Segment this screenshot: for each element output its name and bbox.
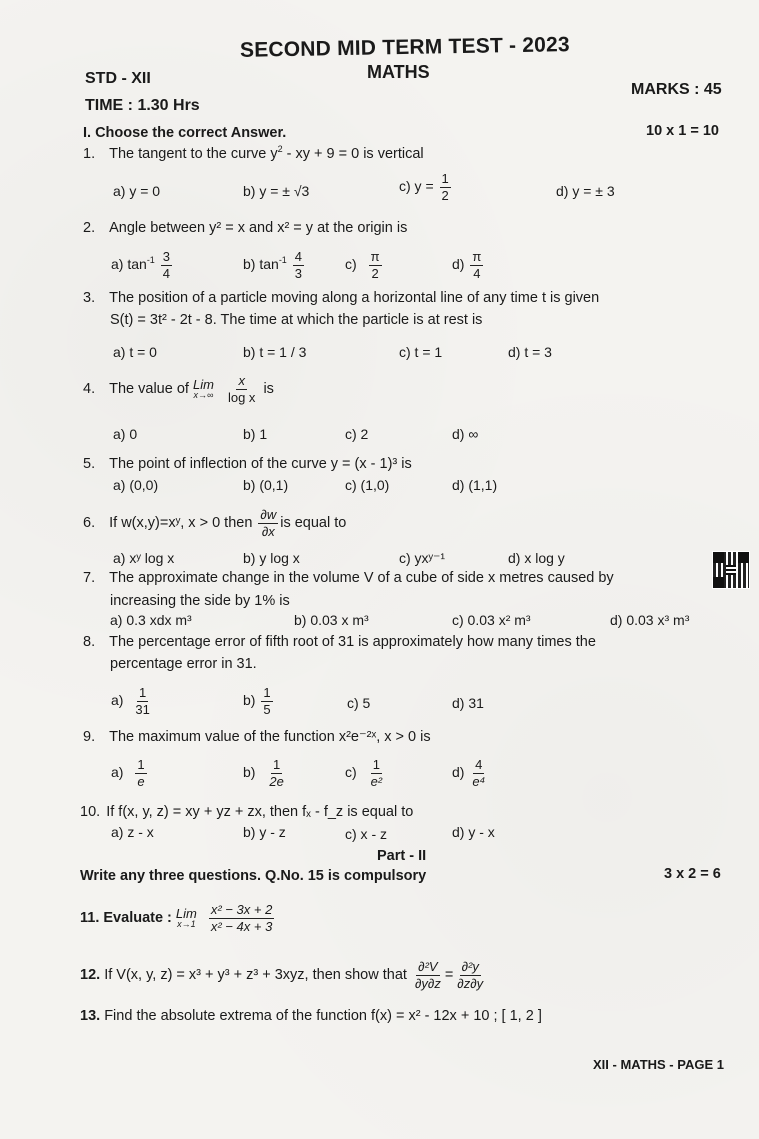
q4-option-c: c) 2 bbox=[345, 426, 369, 442]
denominator: 4 bbox=[162, 265, 170, 281]
superscript: 2 bbox=[277, 144, 283, 154]
q9-option-d bbox=[452, 758, 489, 788]
question-number: 6. bbox=[83, 514, 96, 531]
q10-option-d: d) y - x bbox=[452, 824, 495, 840]
option-label: c) bbox=[345, 255, 357, 272]
partial-derivative-lhs bbox=[413, 960, 443, 990]
q4-option-b: b) 1 bbox=[243, 426, 268, 442]
q7-option-a: a) 0.3 xdx m³ bbox=[110, 612, 192, 628]
fraction bbox=[470, 758, 487, 788]
question-number: 13. bbox=[80, 1008, 101, 1024]
numerator: 4 bbox=[475, 757, 483, 772]
question-11 bbox=[80, 903, 276, 933]
numerator: x bbox=[238, 373, 245, 388]
part1-score: 10 x 1 = 10 bbox=[646, 123, 719, 139]
numerator: π bbox=[472, 249, 482, 264]
q4-option-d: d) ∞ bbox=[452, 426, 479, 442]
question-2 bbox=[83, 220, 407, 236]
q7-option-c: c) 0.03 x² m³ bbox=[452, 612, 531, 628]
question-text: The value of bbox=[109, 380, 189, 397]
denominator: e bbox=[137, 773, 145, 789]
q8-option-b bbox=[243, 686, 275, 716]
option-label: a) tan bbox=[111, 255, 147, 272]
fraction bbox=[161, 250, 172, 280]
q5-option-c: c) (1,0) bbox=[345, 477, 390, 493]
question-7 bbox=[83, 570, 614, 586]
q1-option-a: a) y = 0 bbox=[113, 183, 161, 199]
denominator: 31 bbox=[135, 701, 150, 717]
q7-option-d: d) 0.03 x³ m³ bbox=[610, 612, 690, 628]
question-text: If V(x, y, z) = x³ + y³ + z³ + 3xyz, then show that bbox=[104, 966, 407, 983]
fraction bbox=[133, 686, 151, 716]
q10-option-c: c) x - z bbox=[345, 826, 387, 842]
numerator: x² − 3x + 2 bbox=[210, 902, 273, 917]
numerator: ∂²V bbox=[418, 959, 438, 974]
q2-option-d bbox=[452, 250, 485, 280]
question-13 bbox=[80, 1008, 542, 1024]
question-number: 7. bbox=[83, 570, 96, 586]
numerator: 1 bbox=[138, 685, 147, 700]
page-footer: XII - MATHS - PAGE 1 bbox=[593, 1057, 724, 1072]
question-3 bbox=[83, 290, 599, 306]
fraction bbox=[440, 172, 451, 202]
numerator: 1 bbox=[372, 757, 380, 772]
option-label: c) bbox=[345, 763, 357, 780]
fraction bbox=[209, 903, 274, 933]
numerator: 1 bbox=[441, 171, 449, 186]
fraction bbox=[267, 758, 285, 788]
time-label: TIME : 1.30 Hrs bbox=[85, 97, 200, 114]
denominator: e⁴ bbox=[472, 773, 486, 789]
q3-option-d: d) t = 3 bbox=[508, 344, 552, 360]
option-label: d) bbox=[452, 255, 465, 272]
option-label: c) y = bbox=[399, 177, 434, 194]
q5-option-a: a) (0,0) bbox=[113, 477, 159, 493]
limit-label: Lim bbox=[175, 906, 197, 922]
question-text: The percentage error of fifth root of 31 is approximately how many times the bbox=[109, 634, 596, 650]
fraction bbox=[293, 250, 304, 280]
q1-option-c bbox=[399, 172, 453, 202]
denominator: ∂z∂y bbox=[457, 975, 484, 991]
question-number: 12. bbox=[80, 966, 101, 983]
question-12 bbox=[80, 960, 487, 990]
denominator: 2 bbox=[441, 187, 449, 203]
qr-code-icon bbox=[712, 551, 750, 589]
question-number: 9. bbox=[83, 729, 96, 745]
denominator: ∂y∂z bbox=[414, 975, 441, 991]
fraction bbox=[369, 758, 385, 788]
question-text: is equal to bbox=[280, 514, 347, 531]
question-number: 5. bbox=[83, 456, 96, 472]
q7-option-b: b) 0.03 x m³ bbox=[294, 612, 369, 628]
denominator: 4 bbox=[473, 265, 481, 281]
question-8 bbox=[83, 634, 596, 650]
numerator: π bbox=[370, 249, 380, 264]
question-6 bbox=[83, 508, 346, 538]
option-label: b) bbox=[243, 691, 256, 708]
question-text: The position of a particle moving along a horizontal line of any time t is given bbox=[109, 290, 600, 306]
denominator: x² − 4x + 3 bbox=[210, 918, 273, 934]
question-number: 3. bbox=[83, 290, 96, 306]
part2-instruction: Write any three questions. Q.No. 15 is compulsory bbox=[80, 868, 427, 884]
part2-score: 3 x 2 = 6 bbox=[664, 866, 721, 882]
partial-derivative-rhs bbox=[455, 960, 485, 990]
limit-expression bbox=[176, 907, 197, 929]
question-8-line2: percentage error in 31. bbox=[110, 656, 257, 672]
fraction bbox=[470, 250, 483, 280]
q2-option-a bbox=[111, 250, 174, 280]
fraction bbox=[369, 250, 382, 280]
q6-option-c: c) yxʸ⁻¹ bbox=[399, 550, 446, 566]
q5-option-d: d) (1,1) bbox=[452, 477, 498, 493]
question-number: 10. bbox=[80, 804, 101, 820]
question-text: - xy + 9 = 0 is vertical bbox=[282, 145, 424, 162]
partial-derivative bbox=[258, 508, 278, 538]
numerator: 1 bbox=[137, 757, 145, 772]
question-number: 2. bbox=[83, 220, 96, 236]
option-label: b) tan bbox=[243, 255, 279, 272]
option-label: a) bbox=[111, 691, 124, 708]
numerator: 1 bbox=[272, 757, 281, 772]
q1-option-d: d) y = ± 3 bbox=[556, 183, 615, 199]
question-3-line2: S(t) = 3t² - 2t - 8. The time at which the particle is at rest is bbox=[110, 312, 483, 328]
option-label: b) bbox=[243, 763, 256, 780]
q9-option-a bbox=[111, 758, 149, 788]
question-1 bbox=[83, 144, 424, 162]
question-number: 8. bbox=[83, 634, 96, 650]
superscript: -1 bbox=[146, 255, 155, 266]
q9-option-c bbox=[345, 758, 386, 788]
q5-option-b: b) (0,1) bbox=[243, 477, 289, 493]
denominator: ∂x bbox=[261, 523, 275, 539]
limit-subscript: x→1 bbox=[177, 919, 196, 930]
q8-option-a bbox=[111, 686, 154, 716]
limit-expression bbox=[193, 378, 214, 400]
q3-option-a: a) t = 0 bbox=[113, 344, 157, 360]
question-text: The maximum value of the function x²e⁻²ˣ, x > 0 is bbox=[109, 729, 431, 745]
equals-sign: = bbox=[444, 966, 454, 983]
question-10 bbox=[80, 804, 413, 820]
question-9 bbox=[83, 729, 431, 745]
question-text: Evaluate : bbox=[103, 909, 172, 926]
q10-option-a: a) z - x bbox=[111, 824, 154, 840]
denominator: 2 bbox=[371, 265, 379, 281]
question-7-line2: increasing the side by 1% is bbox=[110, 593, 290, 609]
numerator: 3 bbox=[162, 249, 170, 264]
q6-option-b: b) y log x bbox=[243, 550, 300, 566]
question-number: 1. bbox=[83, 145, 96, 162]
question-5 bbox=[83, 456, 412, 472]
q8-option-c: c) 5 bbox=[347, 695, 371, 711]
marks-label: MARKS : 45 bbox=[631, 81, 722, 98]
limit-subscript: x→∞ bbox=[193, 390, 214, 401]
denominator: 2e bbox=[269, 773, 284, 789]
std-label: STD - XII bbox=[85, 70, 151, 87]
numerator: 1 bbox=[263, 685, 271, 700]
fraction bbox=[226, 374, 257, 404]
question-text: is bbox=[263, 380, 274, 397]
denominator: 5 bbox=[263, 701, 271, 717]
question-text: If w(x,y)=xʸ, x > 0 then bbox=[109, 514, 253, 531]
option-label: d) bbox=[452, 763, 465, 780]
numerator: ∂w bbox=[260, 507, 277, 522]
part2-heading: Part - II bbox=[377, 848, 427, 864]
q3-option-c: c) t = 1 bbox=[399, 344, 443, 360]
q6-option-d: d) x log y bbox=[508, 550, 565, 566]
denominator: log x bbox=[227, 389, 256, 405]
question-number: 4. bbox=[83, 380, 96, 397]
numerator: ∂²y bbox=[461, 959, 479, 974]
q8-option-d: d) 31 bbox=[452, 695, 484, 711]
q6-option-a: a) xʸ log x bbox=[113, 550, 175, 566]
q9-option-b bbox=[243, 758, 288, 788]
q4-option-a: a) 0 bbox=[113, 426, 138, 442]
q3-option-b: b) t = 1 / 3 bbox=[243, 344, 307, 360]
q10-option-b: b) y - z bbox=[243, 824, 286, 840]
question-text: The point of inflection of the curve y = (x - 1)³ is bbox=[109, 456, 412, 472]
q2-option-c bbox=[345, 250, 384, 280]
superscript: -1 bbox=[278, 255, 287, 266]
question-text: Angle between y² = x and x² = y at the origin is bbox=[109, 220, 408, 236]
question-text: The approximate change in the volume V of a cube of side x metres caused by bbox=[109, 570, 614, 586]
exam-title: SECOND MID TERM TEST - 2023 bbox=[239, 33, 570, 62]
denominator: 3 bbox=[294, 265, 302, 281]
option-label: a) bbox=[111, 763, 124, 780]
question-4 bbox=[83, 374, 274, 404]
question-text: If f(x, y, z) = xy + yz + zx, then fₓ - f_z is equal to bbox=[106, 804, 414, 820]
q2-option-b bbox=[243, 250, 306, 280]
subject-title: MATHS bbox=[367, 62, 430, 82]
q1-option-b: b) y = ± √3 bbox=[243, 183, 310, 199]
numerator: 4 bbox=[294, 249, 302, 264]
question-number: 11. bbox=[80, 909, 100, 926]
limit-label: Lim bbox=[192, 377, 214, 393]
denominator: e² bbox=[370, 773, 383, 789]
part1-instruction: I. Choose the correct Answer. bbox=[83, 125, 287, 141]
fraction bbox=[261, 686, 272, 716]
question-text: The tangent to the curve y bbox=[109, 145, 278, 162]
question-text: Find the absolute extrema of the function f(x) = x² - 12x + 10 ; [ 1, 2 ] bbox=[104, 1008, 542, 1024]
fraction bbox=[135, 758, 146, 788]
